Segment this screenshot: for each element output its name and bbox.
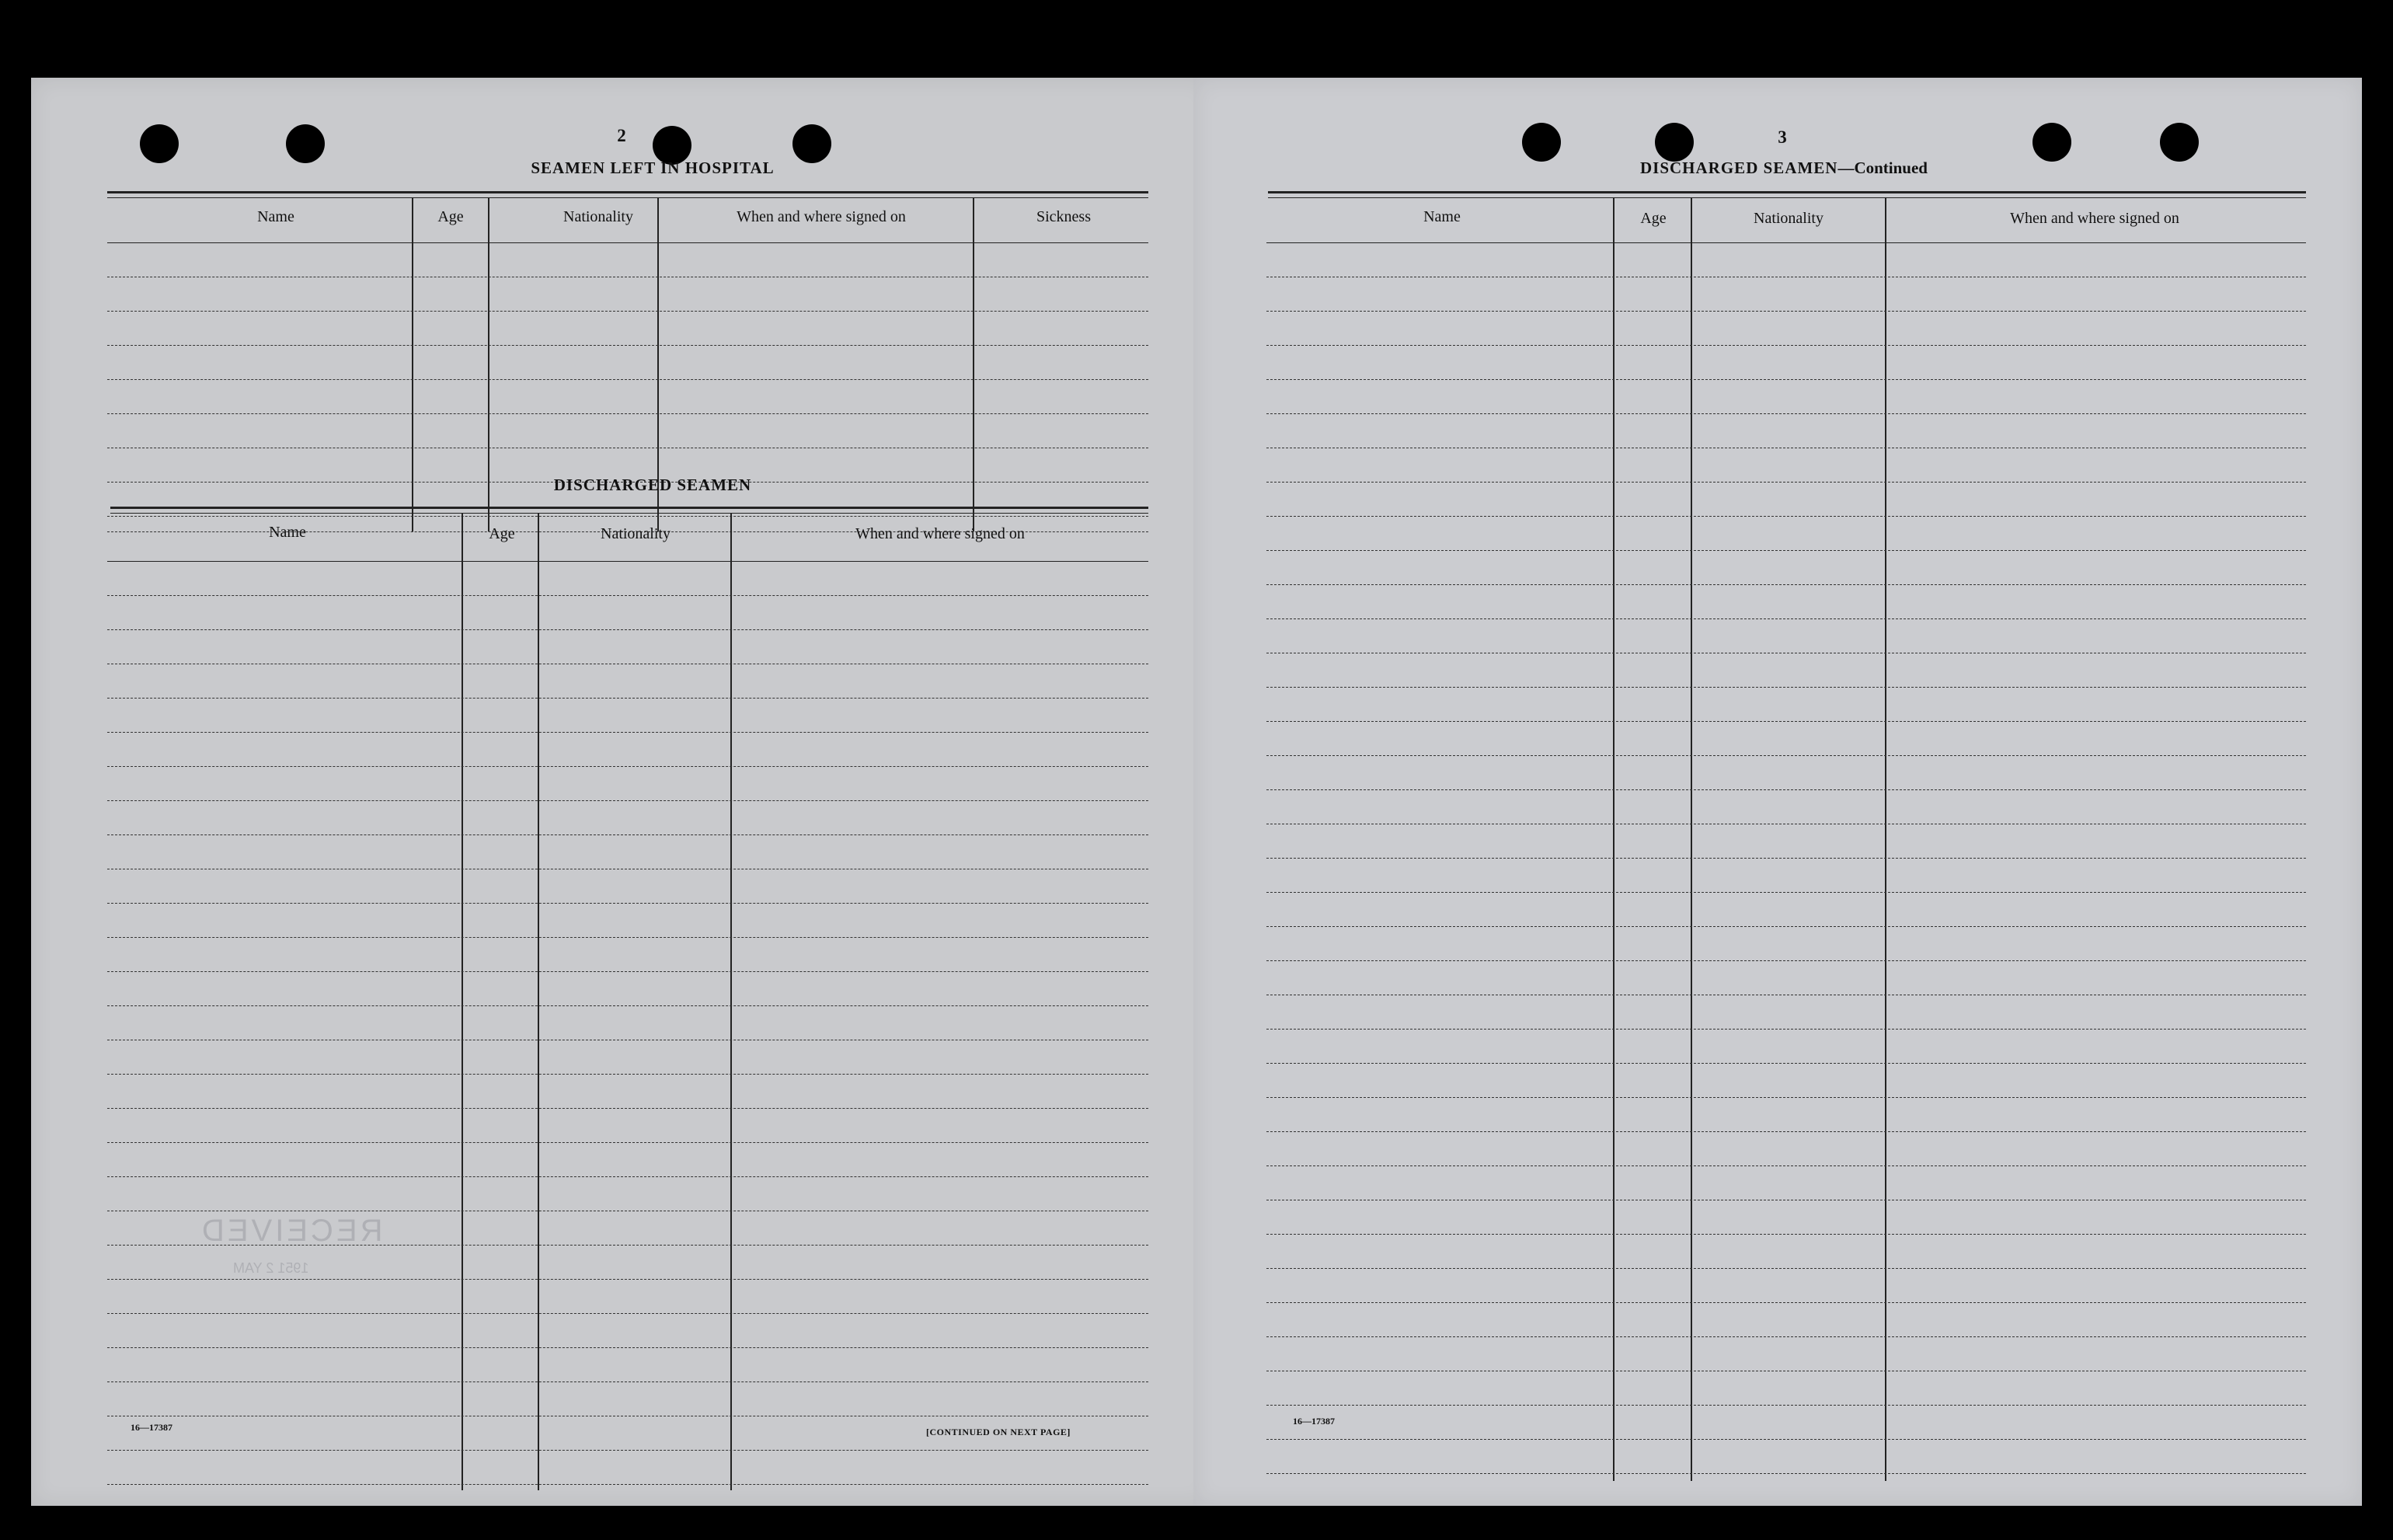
column-divider bbox=[1613, 197, 1614, 1481]
entry-line bbox=[107, 1279, 1148, 1280]
entry-line bbox=[107, 834, 1148, 835]
entry-line bbox=[1266, 1473, 2306, 1474]
punch-hole bbox=[140, 124, 179, 163]
entry-line bbox=[1266, 584, 2306, 585]
right-form-page bbox=[1193, 78, 2362, 1506]
col-header-name: Name bbox=[1423, 208, 1461, 225]
discharged-section-title: DISCHARGED SEAMEN bbox=[553, 476, 752, 494]
columns-rule bbox=[1266, 242, 2306, 243]
entry-line bbox=[107, 379, 1148, 380]
punch-hole bbox=[1522, 123, 1561, 162]
punch-hole bbox=[2160, 123, 2199, 162]
section-title-suffix: —Continued bbox=[1837, 159, 1928, 177]
column-divider bbox=[462, 513, 463, 1490]
entry-line bbox=[107, 1484, 1148, 1485]
entry-line bbox=[107, 971, 1148, 972]
entry-line bbox=[107, 1347, 1148, 1348]
col-header-nationality: Nationality bbox=[601, 525, 671, 542]
col-header-age: Age bbox=[437, 208, 464, 225]
entry-line bbox=[107, 516, 1148, 517]
header-rule bbox=[1268, 191, 2306, 193]
column-divider bbox=[1885, 197, 1886, 1481]
entry-line bbox=[1266, 1165, 2306, 1166]
col-header-age: Age bbox=[1640, 210, 1667, 227]
entry-line bbox=[107, 1108, 1148, 1109]
entry-line bbox=[107, 1450, 1148, 1451]
col-header-name: Name bbox=[257, 208, 294, 225]
ghost-stamp: RECEIVED bbox=[199, 1214, 383, 1248]
header-rule bbox=[1268, 197, 2306, 198]
entry-line bbox=[1266, 550, 2306, 551]
entry-line bbox=[107, 629, 1148, 630]
columns-rule bbox=[107, 561, 1148, 562]
entry-line bbox=[1266, 687, 2306, 688]
entry-line bbox=[1266, 1234, 2306, 1235]
entry-line bbox=[107, 413, 1148, 414]
form-code: 16—17387 bbox=[131, 1422, 172, 1433]
discharged-continued-section-title bbox=[1543, 159, 2025, 178]
col-header-signed-on: When and where signed on bbox=[737, 208, 906, 225]
entry-line bbox=[107, 1176, 1148, 1177]
entry-line bbox=[1266, 516, 2306, 517]
header-rule bbox=[107, 191, 1148, 193]
entry-line bbox=[1266, 345, 2306, 346]
col-header-nationality: Nationality bbox=[563, 208, 633, 225]
entry-line bbox=[1266, 311, 2306, 312]
header-rule bbox=[110, 507, 1148, 509]
header-rule bbox=[110, 513, 1148, 514]
left-form-page bbox=[31, 78, 1212, 1506]
entry-line bbox=[107, 1142, 1148, 1143]
form-code: 16—17387 bbox=[1293, 1416, 1335, 1427]
column-divider bbox=[730, 513, 732, 1490]
ghost-stamp-detail: 1951 2 YAM bbox=[233, 1260, 309, 1276]
page-number: 3 bbox=[1778, 127, 1787, 147]
punch-hole bbox=[792, 124, 831, 163]
entry-line bbox=[1266, 379, 2306, 380]
entry-line bbox=[1266, 789, 2306, 790]
punch-hole bbox=[2032, 123, 2071, 162]
entry-line bbox=[107, 698, 1148, 699]
entry-line bbox=[1266, 1029, 2306, 1030]
entry-line bbox=[1266, 1097, 2306, 1098]
entry-line bbox=[1266, 1336, 2306, 1337]
header-rule bbox=[107, 197, 1148, 198]
column-divider bbox=[538, 513, 539, 1490]
entry-line bbox=[1266, 858, 2306, 859]
entry-line bbox=[107, 732, 1148, 733]
entry-line bbox=[107, 766, 1148, 767]
entry-line bbox=[1266, 413, 2306, 414]
entry-line bbox=[1266, 618, 2306, 619]
entry-line bbox=[1266, 755, 2306, 756]
col-header-age: Age bbox=[489, 525, 515, 542]
entry-line bbox=[107, 800, 1148, 801]
page-number: 2 bbox=[617, 126, 626, 145]
punch-hole bbox=[286, 124, 325, 163]
col-header-nationality: Nationality bbox=[1754, 210, 1823, 227]
col-header-signed-on: When and where signed on bbox=[2010, 210, 2179, 227]
entry-line bbox=[107, 595, 1148, 596]
entry-line bbox=[107, 903, 1148, 904]
col-header-name: Name bbox=[269, 524, 306, 541]
entry-line bbox=[107, 1074, 1148, 1075]
entry-line bbox=[107, 1381, 1148, 1382]
entry-line bbox=[1266, 892, 2306, 893]
entry-line bbox=[107, 937, 1148, 938]
entry-line bbox=[1266, 1405, 2306, 1406]
entry-line bbox=[1266, 1439, 2306, 1440]
col-header-sickness: Sickness bbox=[1036, 208, 1091, 225]
entry-line bbox=[1266, 1302, 2306, 1303]
entry-line bbox=[1266, 721, 2306, 722]
entry-line bbox=[1266, 1131, 2306, 1132]
entry-line bbox=[1266, 1063, 2306, 1064]
entry-line bbox=[107, 1005, 1148, 1006]
punch-hole bbox=[1655, 123, 1694, 162]
continued-note: [CONTINUED ON NEXT PAGE] bbox=[926, 1427, 1071, 1437]
entry-line bbox=[107, 311, 1148, 312]
column-divider bbox=[1691, 197, 1692, 1481]
columns-rule bbox=[107, 242, 1148, 243]
entry-line bbox=[107, 345, 1148, 346]
entry-line bbox=[107, 1313, 1148, 1314]
entry-line bbox=[1266, 1268, 2306, 1269]
section-title-main: DISCHARGED SEAMEN bbox=[1640, 159, 1838, 177]
entry-line bbox=[1266, 926, 2306, 927]
hospital-section-title: SEAMEN LEFT IN HOSPITAL bbox=[531, 159, 775, 177]
entry-line bbox=[1266, 960, 2306, 961]
entry-line bbox=[1266, 482, 2306, 483]
col-header-signed-on: When and where signed on bbox=[855, 525, 1025, 542]
